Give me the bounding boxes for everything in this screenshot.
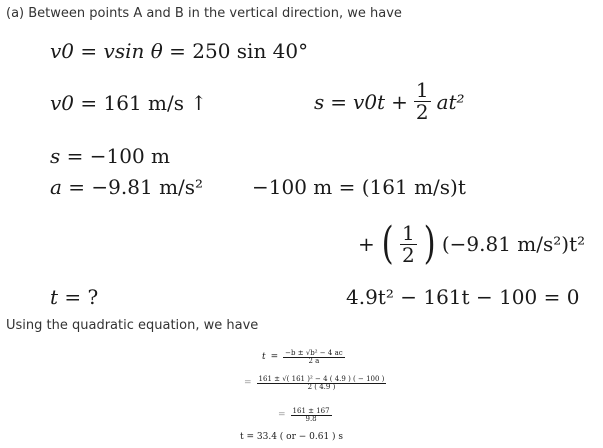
q3-equals: = xyxy=(278,410,286,421)
q1-lhs: t xyxy=(262,352,266,363)
eq3-lhs: s xyxy=(314,89,325,114)
eq6-rhs: (161 m/s)t xyxy=(361,175,466,199)
eq9-lhs: 4.9t² xyxy=(346,285,394,309)
eq3-frac-den: 2 xyxy=(415,100,429,124)
q2-fraction xyxy=(257,376,387,392)
q3-den: 9.8 xyxy=(305,415,317,424)
q3-fraction xyxy=(291,408,332,424)
intro-text: (a) Between points A and B in the vertical direction, we have xyxy=(6,6,402,21)
eq7-rhs: (−9.81 m/s²)t² xyxy=(441,232,586,256)
equation-v0-value xyxy=(50,93,207,113)
q2-num: 161 ± √( 161 )² − 4 ( 4.9 ) ( − 100 ) xyxy=(258,375,385,383)
equation-t-unknown xyxy=(50,287,98,307)
quadratic-formula xyxy=(262,350,345,366)
eq3-frac-num: 1 xyxy=(415,78,429,102)
equation-substituted-line2 xyxy=(358,218,586,269)
eq9-equals: = xyxy=(543,285,567,309)
eq2-equals: = xyxy=(80,91,104,115)
quadratic-substitution xyxy=(244,376,386,392)
q2-den: 2 ( 4.9 ) xyxy=(307,383,336,392)
eq3-fraction xyxy=(414,80,431,123)
eq5-equals: = xyxy=(68,175,92,199)
eq3-term1: v0t xyxy=(353,89,386,114)
eq3-term2: at² xyxy=(436,89,465,114)
eq1-rhs1: vsin θ xyxy=(103,39,163,63)
eq5-rhs: −9.81 m/s² xyxy=(91,175,204,199)
eq7-open-paren: ( xyxy=(381,218,394,269)
eq9-minus-2: − xyxy=(475,285,500,309)
quadratic-intro-text: Using the quadratic equation, we have xyxy=(6,318,259,333)
eq6-equals: = xyxy=(338,175,362,199)
eq8-equals: = xyxy=(64,285,88,309)
eq9-rhs: 100 xyxy=(499,285,538,309)
eq2-rhs: 161 m/s ↑ xyxy=(103,91,208,115)
eq4-lhs: s xyxy=(50,144,61,168)
quadratic-simplified xyxy=(278,408,332,424)
q1-equals: = xyxy=(270,352,279,363)
equation-displacement-formula xyxy=(314,80,465,123)
eq8-rhs: ? xyxy=(87,285,99,309)
quadratic-result: t = 33.4 ( or − 0.61 ) s xyxy=(240,432,344,442)
equation-s-value xyxy=(50,146,170,166)
eq8-lhs: t xyxy=(50,285,59,309)
q1-fraction xyxy=(283,350,345,366)
eq7-fraction xyxy=(400,220,417,267)
q1-num: −b ± √b² − 4 ac xyxy=(285,349,343,357)
eq1-equals-1: = xyxy=(80,39,104,63)
eq9-mid: 161t xyxy=(423,285,470,309)
eq7-plus: + xyxy=(358,232,375,256)
eq6-lhs: −100 m xyxy=(252,175,333,199)
eq7-close-paren: ) xyxy=(423,218,436,269)
equation-substituted-line1 xyxy=(252,177,466,197)
q3-num: 161 ± 167 xyxy=(292,407,330,415)
q1-den: 2 a xyxy=(308,357,320,366)
equation-acceleration xyxy=(50,177,203,197)
equation-quadratic xyxy=(346,287,579,307)
equation-initial-velocity xyxy=(50,41,308,61)
eq4-rhs: −100 m xyxy=(89,144,171,168)
eq4-equals: = xyxy=(66,144,90,168)
eq3-equals: = xyxy=(330,89,348,114)
eq9-result: 0 xyxy=(566,285,580,309)
eq9-minus-1: − xyxy=(400,285,424,309)
eq2-lhs: v0 xyxy=(50,91,75,115)
eq1-rhs2: 250 sin 40° xyxy=(192,39,309,63)
q2-equals: = xyxy=(244,378,252,389)
eq3-plus: + xyxy=(391,89,408,114)
eq1-lhs: v0 xyxy=(50,39,75,63)
eq1-equals-2: = xyxy=(169,39,193,63)
eq7-frac-den: 2 xyxy=(401,242,415,267)
eq7-frac-num: 1 xyxy=(401,220,415,245)
eq5-lhs: a xyxy=(50,175,62,199)
